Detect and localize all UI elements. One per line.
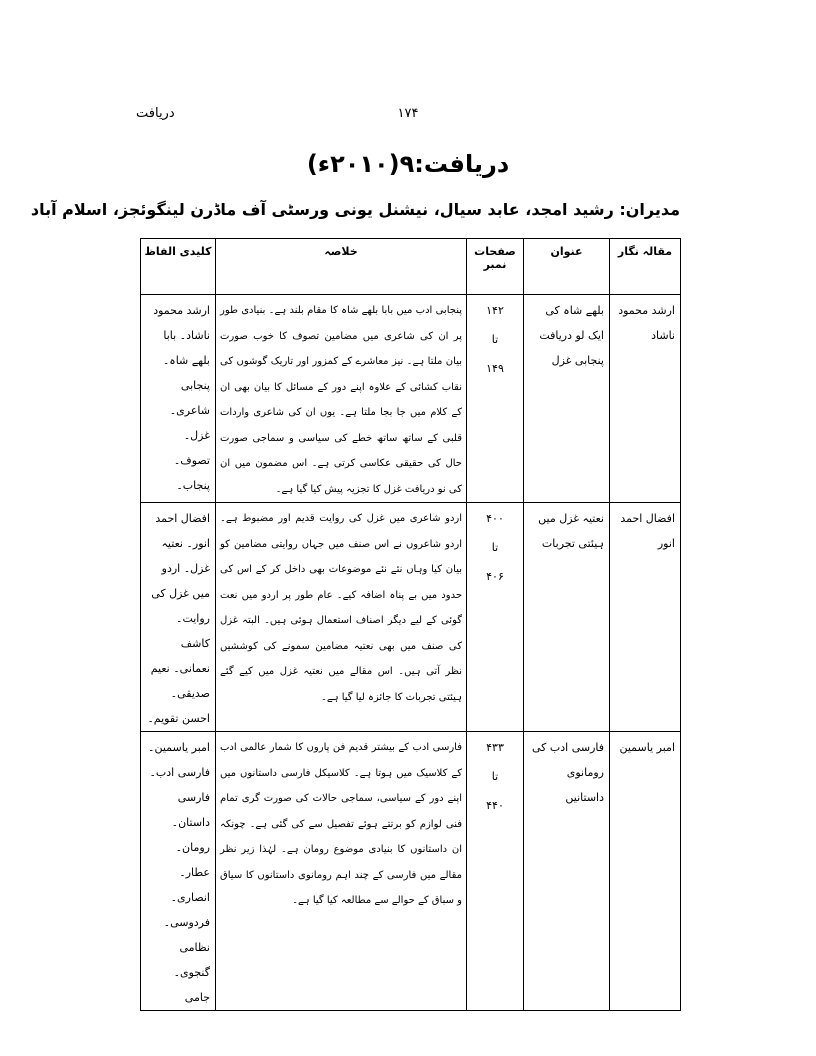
table-row [141,295,681,503]
header-pages: صفحات نمبر [467,239,524,295]
summary-cell: اردو شاعری میں غزل کی روایت قدیم اور مضبوط ہے۔ اردو شاعروں نے اس صنف میں جہاں روایتی مضامین کو بیان کیا وہاں نئے نئے موضوعات بھی داخل کر کے اس کی حدود میں بے پناہ اضافہ کیے۔ عام طور پر اردو میں نعت گوئی کے لیے دیگر اصناف استعمال ہوئی ہیں۔ البتہ غزل کی صنف میں بھی نعتیہ مضامین سمونے کی کوششیں نظر آتی ہیں۔ اس مقالے میں نعتیہ غزل میں کیے گئے ہیئتی تجربات کا جائزہ لیا گیا ہے۔ [216,503,467,732]
pages-cell [467,295,524,503]
keywords-cell: ارشد محمود ناشاد۔ بابا بلھے شاہ۔ پنجابی شاعری۔ غزل۔ تصوف۔ پنجاب۔ [141,295,216,503]
pages-to-word: تا [491,333,499,346]
page-title: دریافت:۹(۲۰۱۰ء) [306,150,510,178]
title-cell: نعتیہ غزل میں ہیئتی تجربات [524,503,610,732]
pages-from: ۴۳۳ [486,741,504,754]
header-title: عنوان [524,239,610,295]
author-cell: افضال احمد انور [610,503,681,732]
index-table [140,238,681,1011]
pages-to: ۴۴۰ [486,799,504,812]
pages-cell [467,732,524,1011]
pages-to: ۱۴۹ [486,362,504,375]
header-summary: خلاصہ [216,239,467,295]
pages-to-word: تا [491,541,499,554]
pages-from: ۴۰۰ [486,512,504,525]
table-row [141,732,681,1011]
editors-line: مدیران: رشید امجد، عابد سیال، نیشنل یونی ورسٹی آف ماڈرن لینگوئجز، اسلام آباد [30,200,680,219]
running-header-title: دریافت [136,106,175,121]
title-cell: فارسی ادب کی رومانوی داستانیں [524,732,610,1011]
author-cell: امبر یاسمین [610,732,681,1011]
keywords-cell: امبر یاسمین۔ فارسی ادب۔ فارسی داستان۔ رومان۔ عطار۔ انصاری۔ فردوسی۔ نظامی گنجوی۔ جامی [141,732,216,1011]
keywords-cell: افضال احمد انور۔ نعتیہ غزل۔ اردو میں غزل کی روایت۔ کاشف نعمانی۔ نعیم صدیقی۔ احسن تقویم۔ [141,503,216,732]
pages-to: ۴۰۶ [486,570,504,583]
summary-cell: پنجابی ادب میں بابا بلھے شاہ کا مقام بلند ہے۔ بنیادی طور پر ان کی شاعری میں مضامین تصوف کا خوب صورت بیان ملتا ہے۔ نیز معاشرے کے کمزور اور تاریک گوشوں کی نقاب کشائی کے علاوہ اپنے دور کے مسائل کا بیان بھی ان کے کلام میں جا بجا ملتا ہے۔ یوں ان کی شاعری واردات قلبی کے ساتھ ساتھ خطے کی سیاسی و سماجی صورت حال کی حقیقی عکاسی کرتی ہے۔ اس مضمون میں ان کی نو دریافت غزل کا تجزیہ پیش کیا گیا ہے۔ [216,295,467,503]
table-header-row [141,239,681,295]
pages-from: ۱۴۲ [486,304,504,317]
title-cell: بلھے شاہ کی ایک لو دریافت پنجابی غزل [524,295,610,503]
author-cell: ارشد محمود ناشاد [610,295,681,503]
summary-cell: فارسی ادب کے بیشتر قدیم فن پاروں کا شمار عالمی ادب کے کلاسیک میں ہوتا ہے۔ کلاسیکل فارسی داستانوں میں اپنے دور کے سیاسی، سماجی حالات کی صورت گری تمام فنی لوازم کو برتتے ہوئے تفصیل سے کی گئی ہے۔ چونکہ ان داستانوں کا بنیادی موضوع رومان ہے۔ لہٰذا زیر نظر مقالے میں فارسی کے چند اہم رومانوی داستانوں کا سیاق و سباق کے حوالے سے مطالعہ کیا گیا ہے۔ [216,732,467,1011]
header-author: مقالہ نگار [610,239,681,295]
pages-cell [467,503,524,732]
page-number: ۱۷۴ [397,106,419,121]
header-keywords: کلیدی الفاظ [141,239,216,295]
table-row [141,503,681,732]
pages-to-word: تا [491,770,499,783]
